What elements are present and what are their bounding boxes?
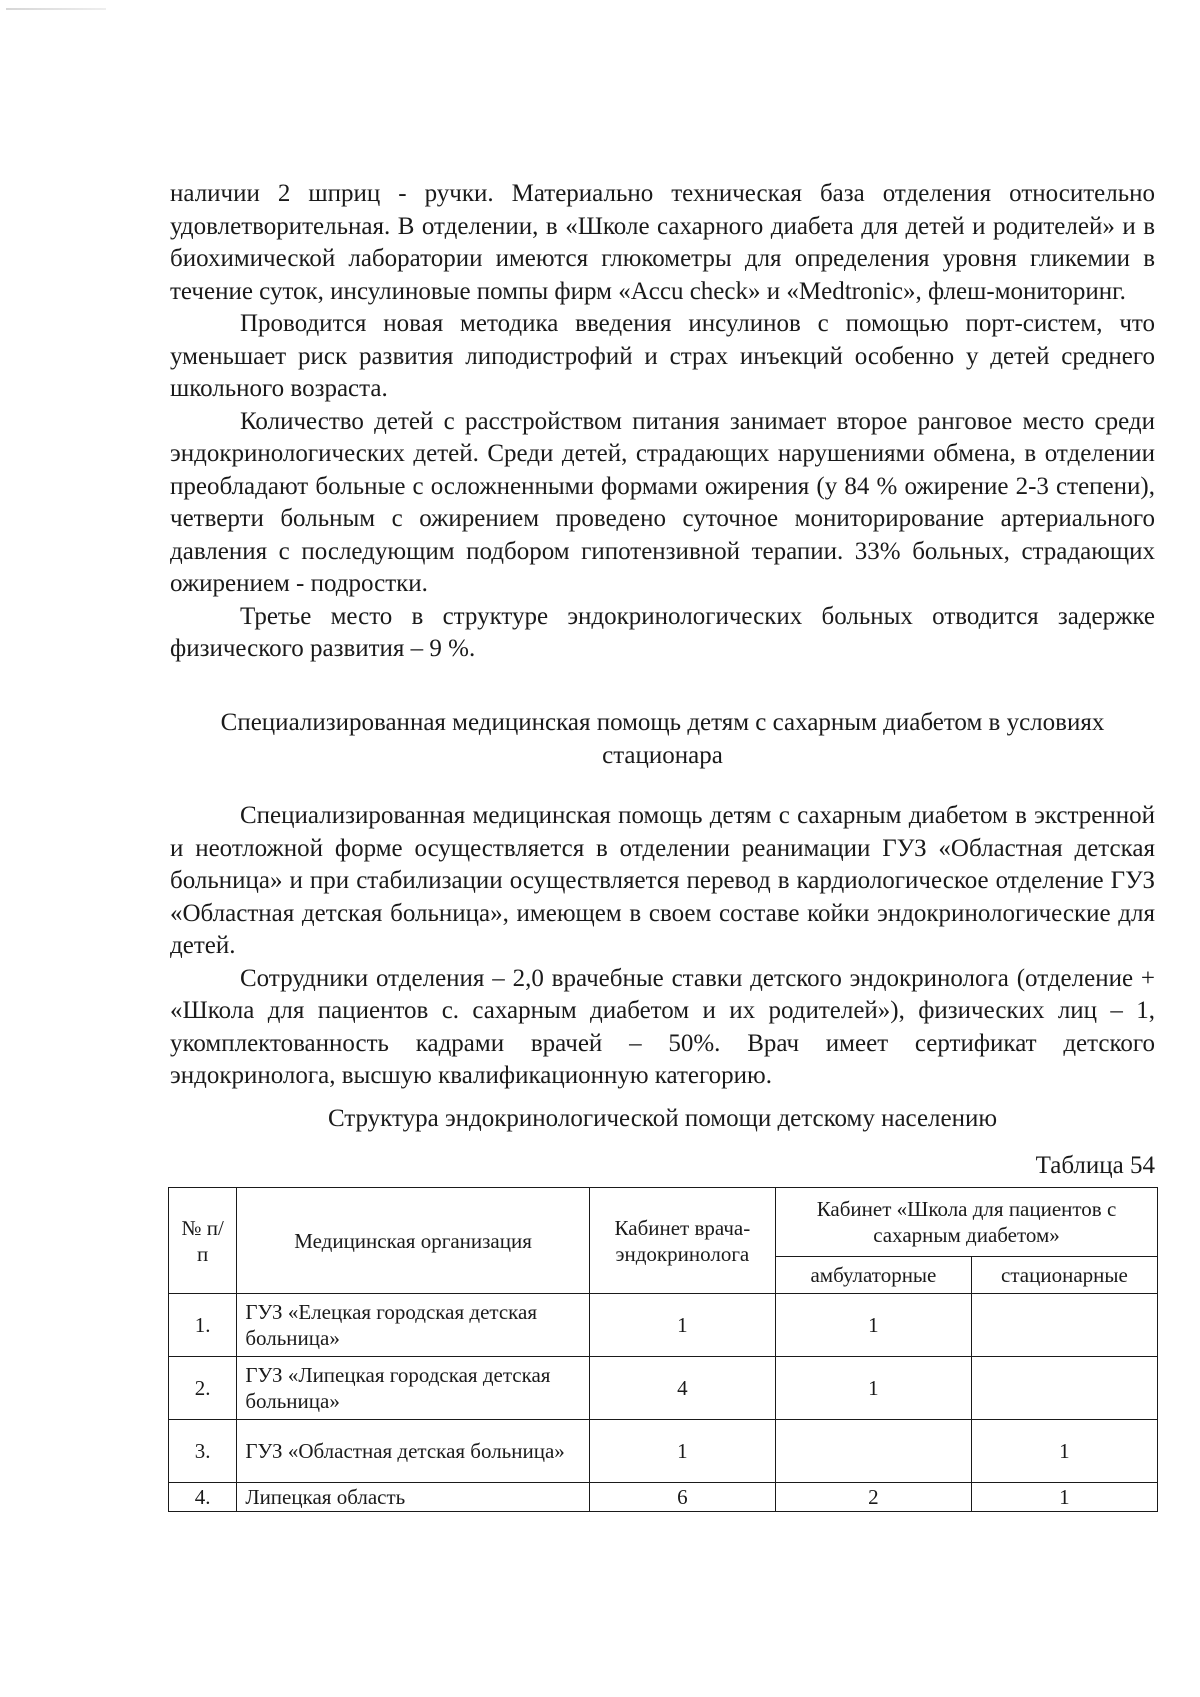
- paragraph-equipment: наличии 2 шприц - ручки. Материально техническая база отделения относительно удовлетворительная. В отделении, в «Школе сахарного диабета для детей и родителей» и в биохимической лаборатории имеются глюкометры для определения уровня гликемии в течение суток, инсулиновые помпы фирм «Accu check» и «Medtronic», флеш-мониторинг.: [170, 180, 1155, 305]
- row-inpatient: [971, 1357, 1157, 1420]
- paragraph-port-systems: Проводится новая методика введения инсулинов с помощью порт-систем, что уменьшает риск развития липодистрофий и страх инъекций особенно у детей среднего школьного возраста.: [170, 310, 1155, 402]
- table-row: [169, 1294, 1158, 1357]
- header-school: Кабинет «Школа для пациентов с сахарным диабетом»: [776, 1188, 1158, 1257]
- paragraph-staff: Сотрудники отделения – 2,0 врачебные ставки детского эндокринолога (отделение + «Школа для пациентов с. сахарным диабетом и их родителей»), физических лиц – 1, укомплектованность кадрами врачей – 50%. Врач имеет сертификат детского эндокринолога, высшую квалификационную категорию.: [170, 964, 1155, 1089]
- row-organization: ГУЗ «Елецкая городская детская больница»: [237, 1294, 589, 1357]
- row-num: 3.: [169, 1420, 237, 1483]
- row-num: 4.: [169, 1483, 237, 1512]
- row-inpatient: 1: [971, 1420, 1157, 1483]
- table-row: [169, 1420, 1158, 1483]
- row-organization: Липецкая область: [237, 1483, 589, 1512]
- row-num: 1.: [169, 1294, 237, 1357]
- paragraph-growth-delay: Третье место в структуре эндокринологических больных отводится задержке физического развития – 9 %.: [170, 602, 1155, 662]
- continuation-text: [170, 178, 1155, 666]
- table-number: Таблица 54: [1035, 1152, 1155, 1179]
- row-ambulatory: 2: [776, 1483, 972, 1512]
- table-title: Структура эндокринологической помощи детскому населению: [327, 1105, 998, 1132]
- row-cabinet: 4: [589, 1357, 775, 1420]
- table-header-row: [169, 1188, 1158, 1257]
- paragraph-nutrition-disorders: Количество детей с расстройством питания занимает второе ранговое место среди эндокринологических детей. Среди детей, страдающих нарушениями обмена, в отделении преобладают больные с осложненными формами ожирения (у 84 % ожирение 2-3 степени), четверти больным с ожирением проведено суточное мониторирование артериального давления с последующим подбором гипотензивной терапии. 33% больных, страдающих ожирением - подростки.: [170, 407, 1155, 597]
- header-num: № п/п: [169, 1188, 237, 1294]
- section-heading: Специализированная медицинская помощь детям с сахарным диабетом в условиях стационара: [220, 709, 1105, 769]
- header-organization: Медицинская организация: [237, 1188, 589, 1294]
- row-inpatient: 1: [971, 1483, 1157, 1512]
- paragraph-emergency-care: Специализированная медицинская помощь детям с сахарным диабетом в экстренной и неотложной форме осуществляется в отделении реанимации ГУЗ «Областная детская больница» и при стабилизации осуществляется перевод в кардиологическое отделение ГУЗ «Областная детская больница», имеющем в своем составе койки эндокринологические для детей.: [170, 802, 1155, 959]
- row-ambulatory: [776, 1420, 972, 1483]
- row-organization: ГУЗ «Областная детская больница»: [237, 1420, 589, 1483]
- scan-artifact: [6, 8, 106, 10]
- header-ambulatory: амбулаторные: [776, 1257, 972, 1294]
- row-organization: ГУЗ «Липецкая городская детская больница»: [237, 1357, 589, 1420]
- row-cabinet: 1: [589, 1420, 775, 1483]
- header-cabinet: Кабинет врача-эндокринолога: [589, 1188, 775, 1294]
- endocrinology-table: [168, 1187, 1158, 1512]
- row-ambulatory: 1: [776, 1357, 972, 1420]
- table-row-total: [169, 1483, 1158, 1512]
- row-inpatient: [971, 1294, 1157, 1357]
- header-inpatient: стационарные: [971, 1257, 1157, 1294]
- row-ambulatory: 1: [776, 1294, 972, 1357]
- section-body: [170, 800, 1155, 1093]
- row-cabinet: 6: [589, 1483, 775, 1512]
- row-num: 2.: [169, 1357, 237, 1420]
- row-cabinet: 1: [589, 1294, 775, 1357]
- table-row: [169, 1357, 1158, 1420]
